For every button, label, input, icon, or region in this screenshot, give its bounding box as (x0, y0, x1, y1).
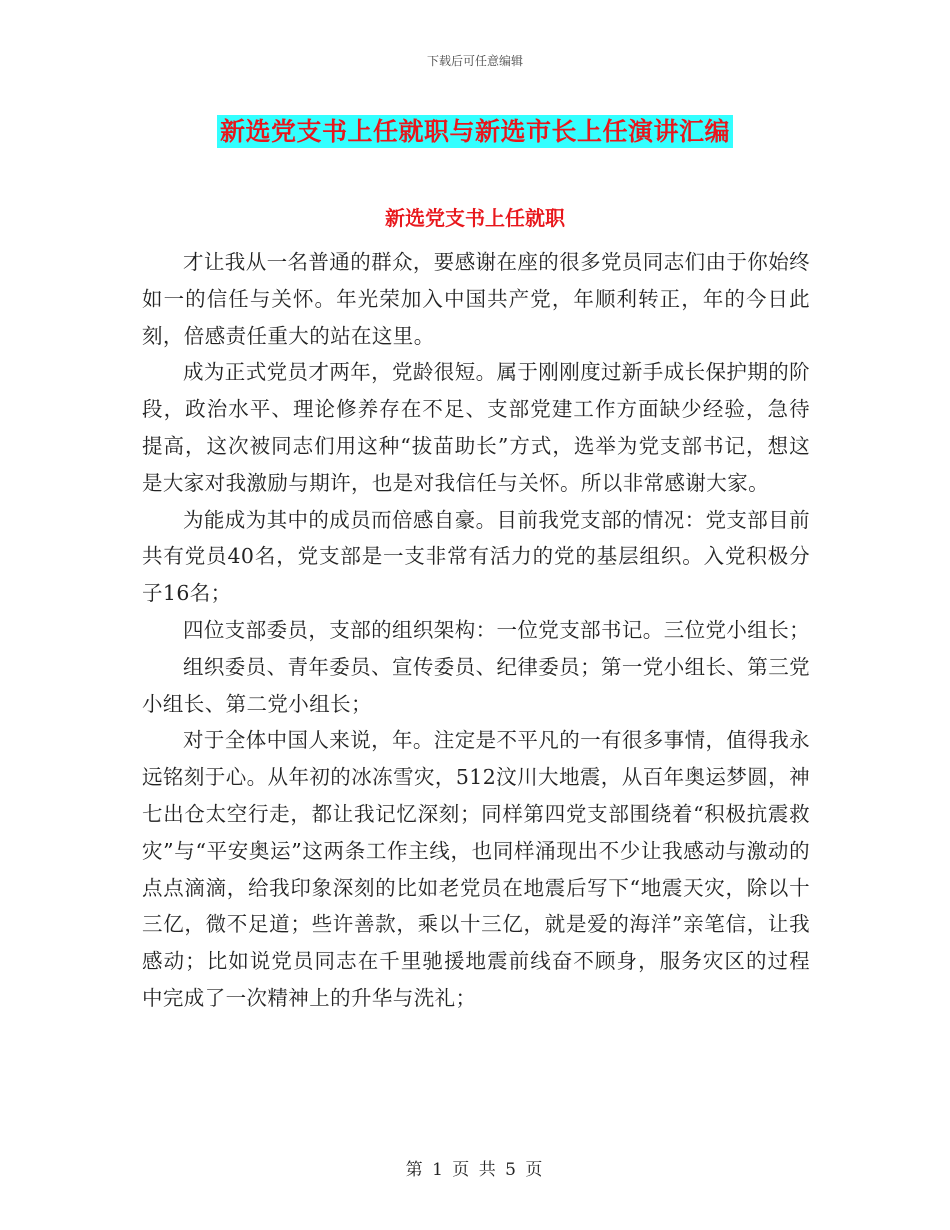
page-footer: 第 1 页 共 5 页 (405, 1160, 545, 1180)
paragraph: 成为正式党员才两年，党龄很短。属于刚刚度过新手成长保护期的阶段，政治水平、理论修养存在不足、支部党建工作方面缺少经验，急待提高，这次被同志们用这种“拔苗助长”方式，选举为党支部书记，想这是大家对我激励与期许，也是对我信任与关怀。所以非常感谢大家。 (142, 360, 810, 495)
section-title: 新选党支书上任就职 (385, 206, 565, 230)
document-title-text: 新选党支书上任就职与新选市长上任演讲汇编 (217, 115, 733, 148)
page-header: 下载后可任意编辑 (426, 54, 523, 68)
document-body (142, 244, 810, 1017)
paragraph: 四位支部委员，支部的组织架构：一位党支部书记。三位党小组长； (183, 617, 810, 642)
paragraph: 对于全体中国人来说，年。注定是不平凡的一有很多事情，值得我永远铭刻于心。从年初的冰冻雪灾，512汶川大地震，从百年奥运梦圆，神七出仓太空行走，都让我记忆深刻；同样第四党支部围绕着“积极抗震救灾”与“平安奥运”这两条工作主线，也同样涌现出不少让我感动与激动的点点滴滴，给我印象深刻的比如老党员在地震后写下“地震天灾，除以十三亿，微不足道；些许善款，乘以十三亿，就是爱的海洋”亲笔信，让我感动；比如说党员同志在千里驰援地震前线奋不顾身，服务灾区的过程中完成了一次精神上的升华与洗礼； (142, 728, 810, 1010)
paragraph: 为能成为其中的成员而倍感自豪。目前我党支部的情况：党支部目前共有党员40名，党支部是一支非常有活力的党的基层组织。入党积极分子16名； (142, 507, 810, 606)
paragraph: 组织委员、青年委员、宣传委员、纪律委员；第一党小组长、第三党小组长、第二党小组长； (142, 654, 810, 716)
paragraph: 才让我从一名普通的群众，要感谢在座的很多党员同志们由于你始终如一的信任与关怀。年光荣加入中国共产党，年顺利转正，年的今日此刻，倍感责任重大的站在这里。 (142, 250, 810, 348)
document-title (0, 112, 950, 148)
